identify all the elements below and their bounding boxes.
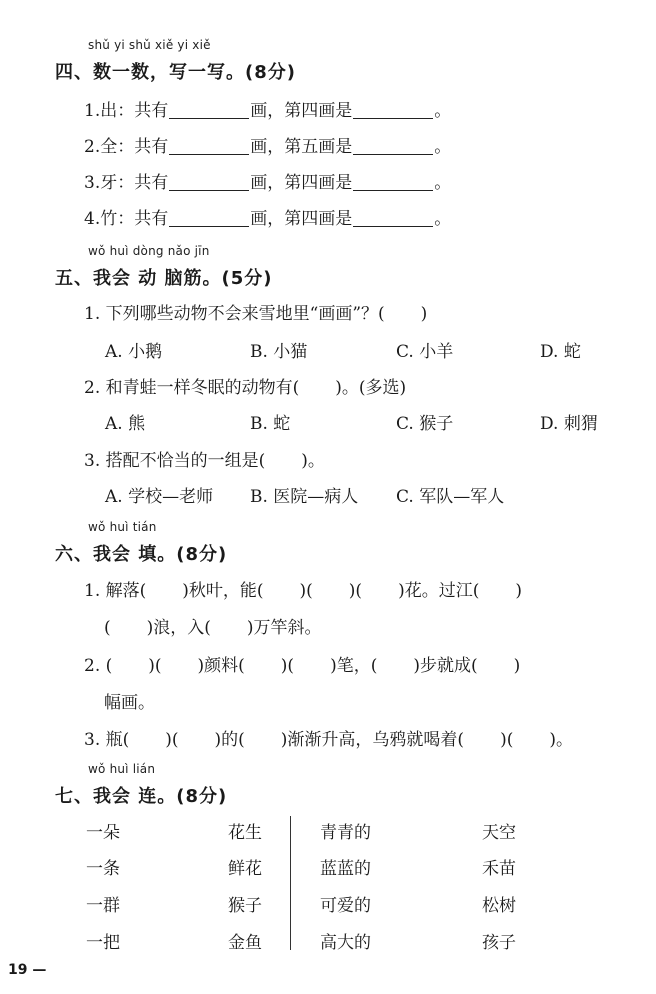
s6-line-1b: ( )浪，入( )万竿斜。 (104, 618, 322, 638)
s7-col3-item[interactable]: 高大的 (320, 933, 371, 953)
stroke-blank[interactable] (353, 102, 433, 119)
s4-item-2: 2.全：共有 画，第五画是 。 (84, 137, 452, 157)
s5-pinyin: wǒ huì dòng nǎo jīn (88, 244, 210, 258)
page-number: 19 — (8, 962, 47, 978)
s6-line-3: 3. 瓶( )( )的( )渐渐升高，乌鸦就喝着( )( )。 (84, 730, 573, 750)
s7-col2-item[interactable]: 花生 (228, 823, 262, 843)
s7-col1-item[interactable]: 一条 (86, 859, 120, 879)
s4-pinyin: shǔ yi shǔ xiě yi xiě (88, 38, 211, 52)
s6-heading: 六、我会 填。(8分) (55, 544, 228, 565)
s5-heading: 五、我会 动 脑筋。(5分) (55, 268, 273, 289)
s5-q2-option-d: D. 刺猬 (540, 414, 598, 434)
s5-q3-option-b: B. 医院—病人 (250, 487, 359, 507)
s7-col1-item[interactable]: 一朵 (86, 823, 120, 843)
s6-pinyin: wǒ huì tián (88, 520, 157, 534)
s5-q1-option-b: B. 小猫 (250, 342, 308, 362)
s5-q3-option-c: C. 军队—军人 (396, 487, 505, 507)
s7-col4-item[interactable]: 孩子 (482, 933, 516, 953)
s7-col2-item[interactable]: 金鱼 (228, 933, 262, 953)
s5-q1-option-d: D. 蛇 (540, 342, 581, 362)
s6-line-2a: 2. ( )( )颜料( )( )笔，( )步就成( ) (84, 656, 521, 676)
s7-col4-item[interactable]: 禾苗 (482, 859, 516, 879)
s7-pinyin: wǒ huì lián (88, 762, 156, 776)
s7-col4-item[interactable]: 天空 (482, 823, 516, 843)
s7-col3-item[interactable]: 蓝蓝的 (320, 859, 371, 879)
s6-line-1a: 1. 解落( )秋叶，能( )( )( )花。过江( ) (84, 581, 522, 601)
s7-col2-item[interactable]: 猴子 (228, 896, 262, 916)
s5-q2: 2. 和青蛙一样冬眠的动物有( )。(多选) (84, 378, 407, 398)
s7-col4-item[interactable]: 松树 (482, 896, 516, 916)
s4-item-4: 4.竹：共有 画，第四画是 。 (84, 209, 452, 229)
s5-q2-option-c: C. 猴子 (396, 414, 454, 434)
s5-q1-option-a: A. 小鹅 (105, 342, 163, 362)
s4-heading: 四、数一数，写一写。(8分) (55, 62, 296, 83)
s7-col1-item[interactable]: 一把 (86, 933, 120, 953)
s6-line-2b: 幅画。 (104, 693, 155, 713)
s4-item-1: 1.出：共有 画，第四画是 。 (84, 101, 452, 121)
s5-q2-option-b: B. 蛇 (250, 414, 291, 434)
s5-q3-option-a: A. 学校—老师 (105, 487, 214, 507)
s5-q1-option-c: C. 小羊 (396, 342, 454, 362)
stroke-blank[interactable] (353, 174, 433, 191)
s7-col1-item[interactable]: 一群 (86, 896, 120, 916)
s4-item-3: 3.牙：共有 画，第四画是 。 (84, 173, 452, 193)
s7-col3-item[interactable]: 可爱的 (320, 896, 371, 916)
stroke-count-blank[interactable] (169, 102, 249, 119)
s7-heading: 七、我会 连。(8分) (55, 786, 228, 807)
stroke-count-blank[interactable] (169, 210, 249, 227)
s5-q2-option-a: A. 熊 (105, 414, 146, 434)
s5-q1: 1. 下列哪些动物不会来雪地里“画画”？( ) (84, 304, 428, 324)
column-divider (290, 816, 291, 950)
stroke-blank[interactable] (353, 210, 433, 227)
s5-q3: 3. 搭配不恰当的一组是( )。 (84, 451, 325, 471)
s7-col2-item[interactable]: 鲜花 (228, 859, 262, 879)
s7-col3-item[interactable]: 青青的 (320, 823, 371, 843)
stroke-count-blank[interactable] (169, 138, 249, 155)
stroke-blank[interactable] (353, 138, 433, 155)
stroke-count-blank[interactable] (169, 174, 249, 191)
